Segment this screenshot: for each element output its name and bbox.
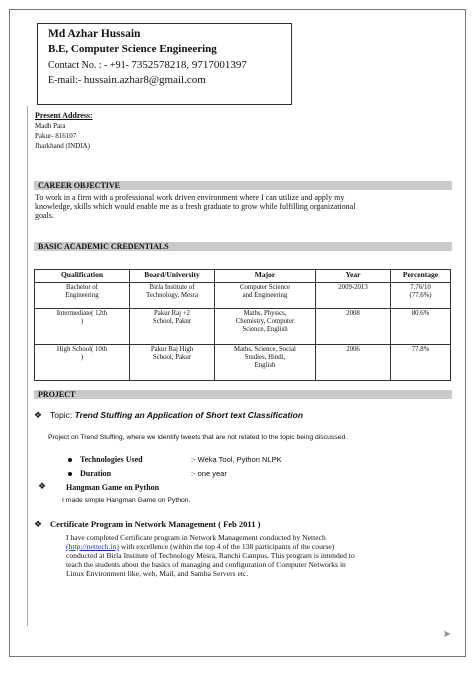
column-header: Year [316,270,391,283]
academic-heading: BASIC ACADEMIC CREDENTIALS [34,242,452,251]
career-line-1: To work in a firm with a professional work driven environment where I can utilize and apply my [35,193,345,202]
address-line-2: Pakur- 816107 [35,132,77,140]
career-objective-text [35,193,455,220]
page-curl-icon: ➤ [442,629,451,640]
major-cell: Maths, Physics, Chemistry, Computer Science, English [215,309,316,345]
major-cell: Maths, Science, Social Studies, Hindi, English [215,345,316,381]
contact-numbers: 7352578218, 9717001397 [131,59,247,71]
resume-page [9,9,466,657]
present-address [35,111,93,151]
career-objective-heading: CAREER OBJECTIVE [34,181,452,190]
left-rule [27,106,28,626]
duration-label: Duration [80,469,112,478]
technologies-value: :- Weka Tool, Python NLPK [191,455,282,464]
career-line-2: knowledge, skills which would enable me as a fresh graduate to grow while fulfilling organizational [35,202,356,211]
year-cell: 2008 [316,309,391,345]
topic-title: Trend Stuffing [74,410,133,420]
topic-label: Topic: [50,410,73,420]
column-header: Qualification [35,270,130,283]
diamond-bullet-icon: ❖ [34,410,43,420]
diamond-bullet-icon: ❖ [34,519,43,529]
academic-table [34,269,451,381]
hangman-title: Hangman Game on Python [66,483,160,492]
percentage-cell: 80.6% [391,309,451,345]
board-cell: Birla Institute of Technology, Mesra [130,283,215,309]
board-cell: Pakur Raj High School, Pakur [130,345,215,381]
email-label: E-mail:- [48,75,82,86]
certificate-description [66,533,456,578]
address-line-1: Madh Para [35,122,66,130]
candidate-name: Md Azhar Hussain [48,28,141,40]
technologies-label: Technologies Used [80,455,143,464]
qualification-cell: High School( 10th ) [35,345,130,381]
percentage-cell: 7.76/10 (77.6%) [391,283,451,309]
table-row [35,283,451,309]
year-cell: 2006 [316,345,391,381]
degree-line: B.E, Computer Science Engineering [48,43,217,55]
contact-line [48,59,247,71]
email-address: hussain.azhar8@gmail.com [83,74,206,86]
career-line-3: goals. [35,211,54,220]
email-line [48,74,206,86]
topic-description: Project on Trend Stuffing, where we identify tweets that are not related to the topic being discussed. [48,434,348,441]
topic-subtitle: an Application of Short text Classification [134,410,304,420]
cert-line-4: teach the students about the basics of managing and configuration of Computer Networks in [66,560,346,569]
diamond-bullet-icon: ❖ [38,481,47,491]
nettech-link[interactable]: (http://nettech.in) [66,542,119,551]
project-heading: PROJECT [34,390,452,399]
cert-line-3: conducted at Birla Institute of Technology Mesra, Ranchi Campus. This program is intended to [66,551,355,560]
column-header: Board/University [130,270,215,283]
bullet-icon [68,458,72,462]
address-label: Present Address: [35,111,93,120]
qualification-cell: Bachelor of Engineering [35,283,130,309]
major-cell: Computer Science and Engineering [215,283,316,309]
board-cell: Pakur Raj +2 School, Pakur [130,309,215,345]
table-row [35,309,451,345]
year-cell: 2009-2013 [316,283,391,309]
contact-label: Contact No. : - +91- [48,60,129,71]
header-box [37,23,292,105]
duration-value: :- one year [191,469,227,478]
project-topic-line [50,411,303,420]
cert-line-2: (http://nettech.in) with excellence (within the top 4 of the 138 participants of the course) [66,542,335,551]
cert-line-1: I have completed Certificate program in Network Management conducted by Nettech [66,533,326,542]
bullet-icon [68,472,72,476]
address-line-3: Jharkhand (INDIA) [35,142,91,150]
qualification-cell: Intermediate( 12th ) [35,309,130,345]
table-header-row [35,270,451,283]
cert-line-5: Linux Environment like, web, Mail, and Samba Servers etc. [66,569,249,578]
percentage-cell: 77.8% [391,345,451,381]
certificate-title: Certificate Program in Network Management ( Feb 2011 ) [50,519,261,529]
table-row [35,345,451,381]
column-header: Major [215,270,316,283]
hangman-description: I made simple Hangman Game on Python. [62,497,191,504]
column-header: Percentage [391,270,451,283]
